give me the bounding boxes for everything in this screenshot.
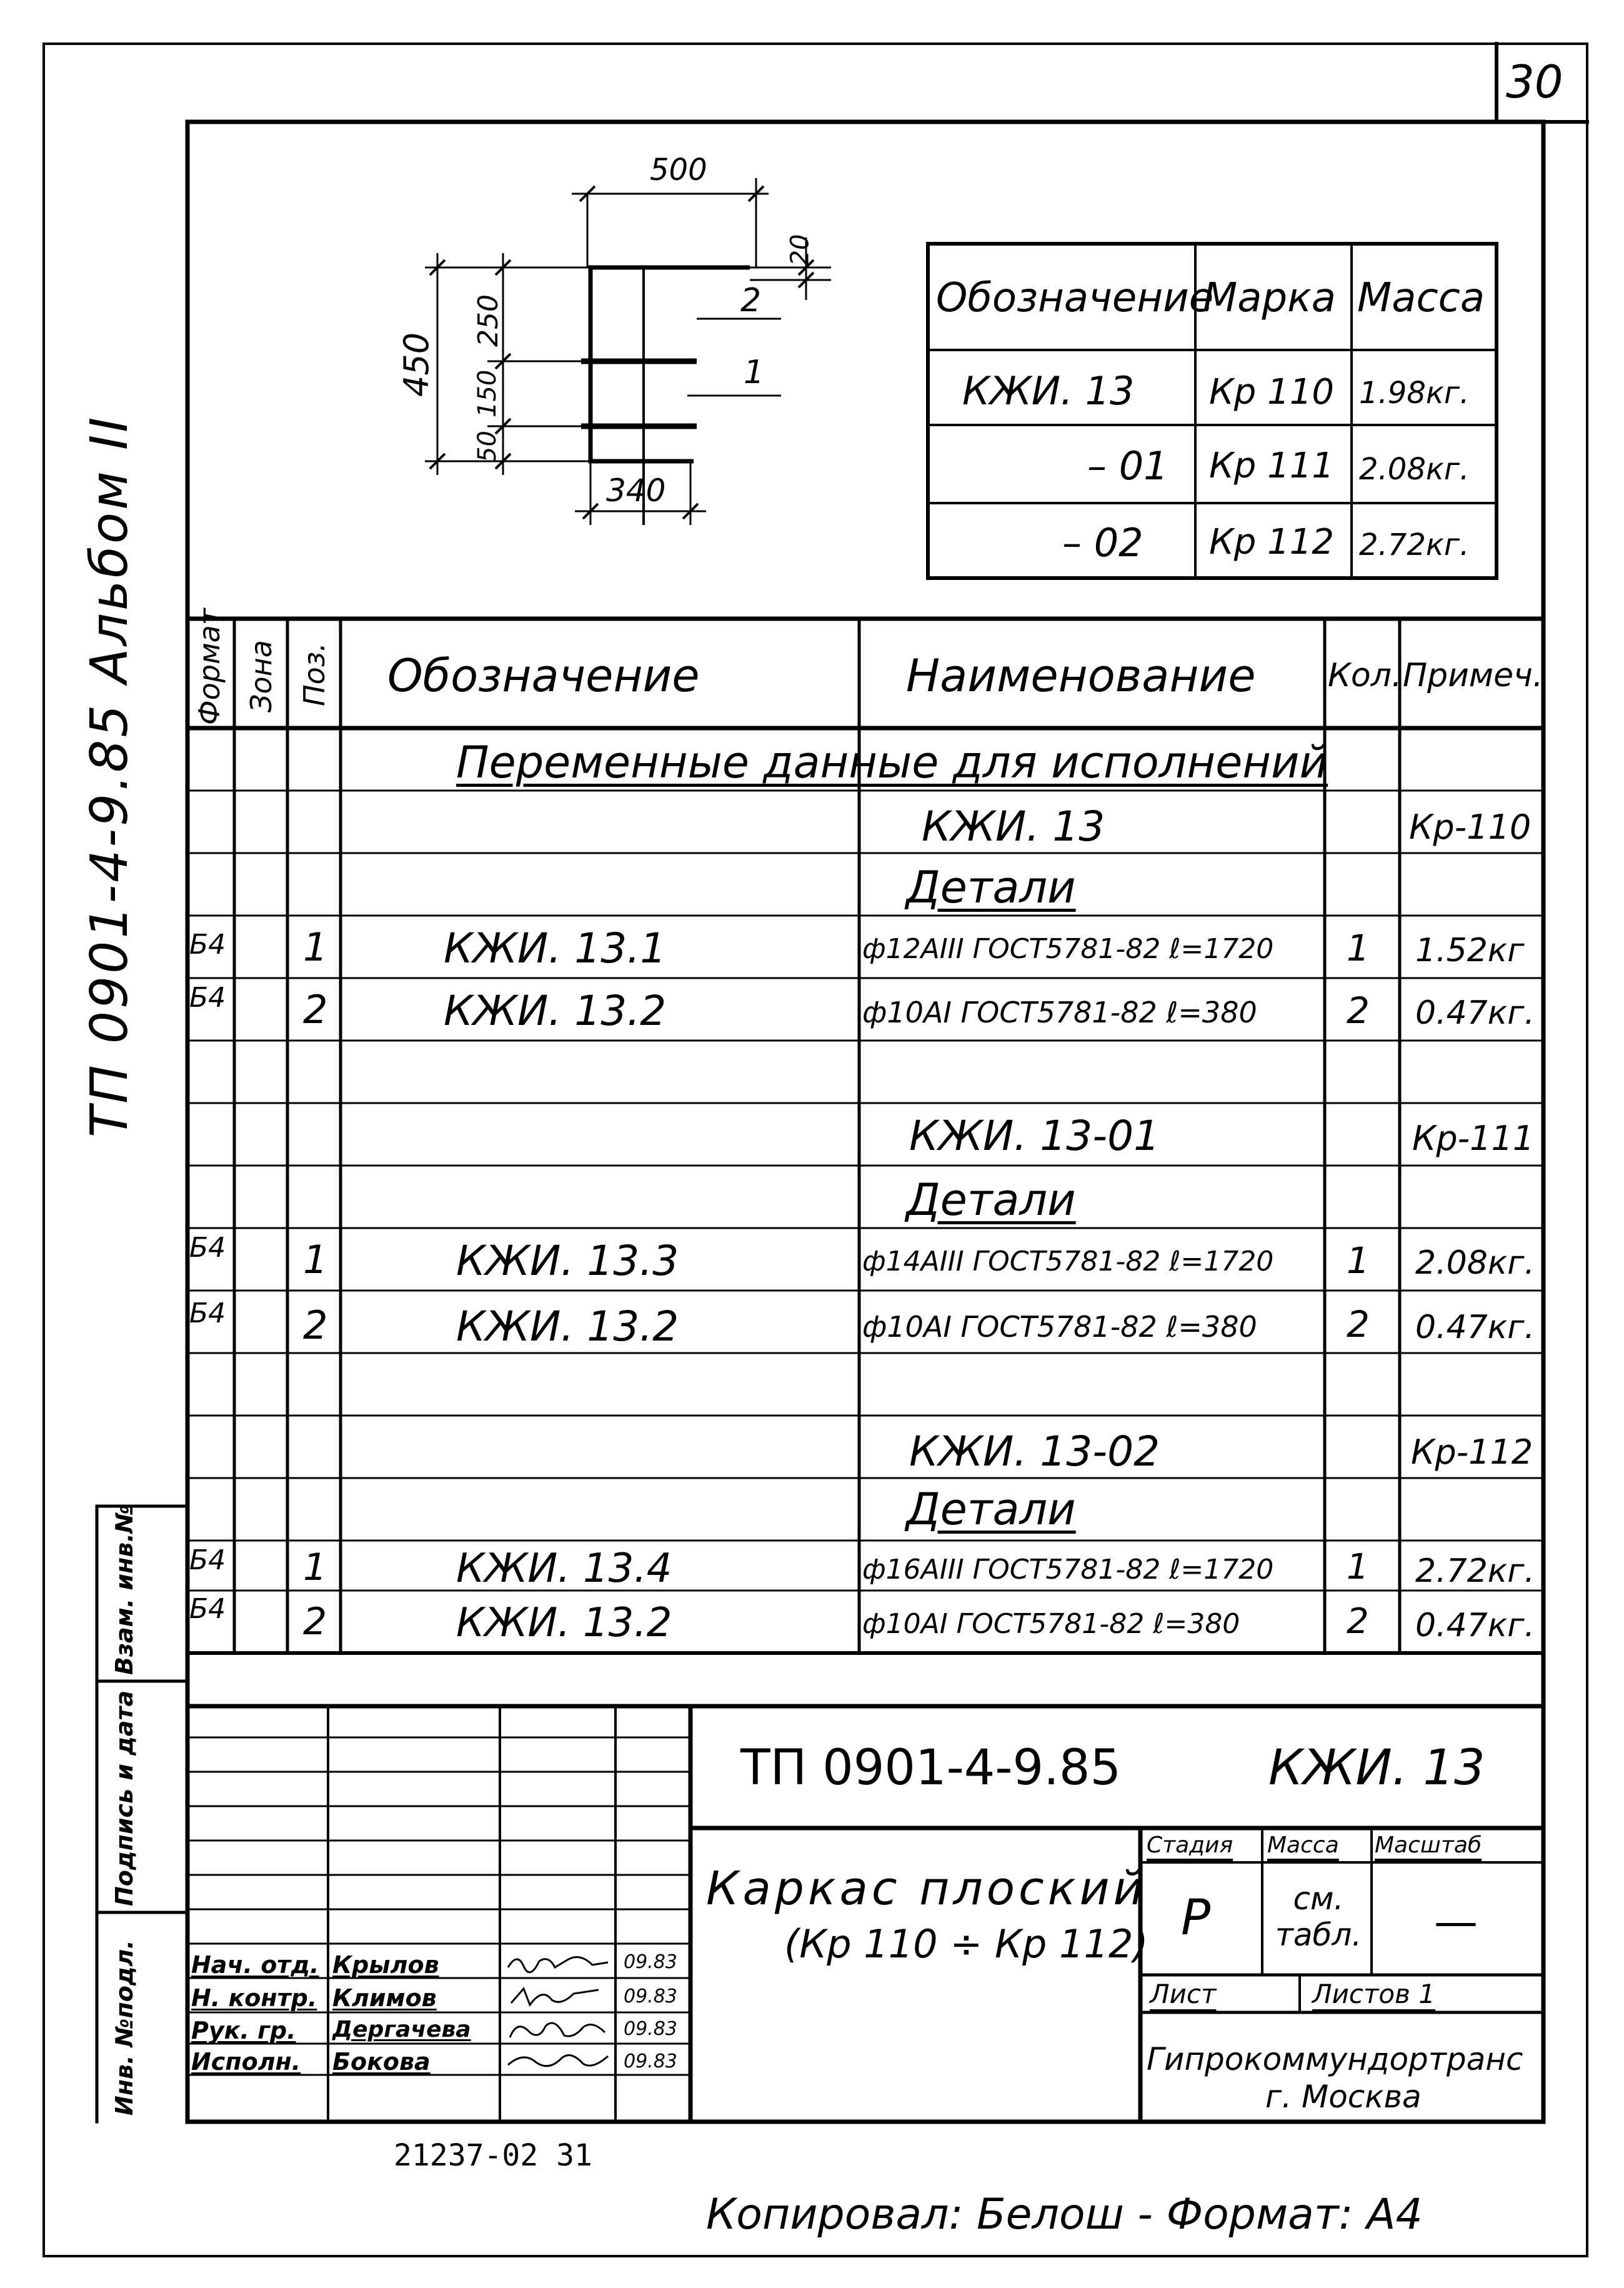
spec-row-12-designation: КЖИ. 13.4 [456, 1546, 672, 1592]
spec-row-2-qty: 1 [1347, 927, 1370, 969]
spec-row-8-pos: 2 [303, 1302, 328, 1348]
mark-table-r2-mark: Кр 111 [1209, 446, 1334, 486]
mark-table-header-mass: Масса [1357, 275, 1485, 321]
spec-row-12-pos: 1 [303, 1546, 327, 1589]
spec-row-8-format: Б4 [189, 1297, 226, 1329]
dim-20: 20 [785, 234, 815, 266]
spec-row-3-qty: 2 [1347, 989, 1370, 1032]
spec-row-2-designation: КЖИ. 13.1 [444, 924, 667, 972]
spec-row-13-pos: 2 [303, 1600, 327, 1644]
dim-150: 150 [473, 369, 502, 417]
doc-code: ТП 0901-4-9.85 [740, 1740, 1122, 1796]
spec-row-13-designation: КЖИ. 13.2 [456, 1600, 672, 1646]
side-stamp-sign-date: Подпись и дата [111, 1690, 138, 1906]
spec-row-12-format: Б4 [189, 1544, 226, 1576]
spec-row-2-note: 1.52кг [1415, 932, 1525, 969]
signature-krylov [505, 1949, 611, 1979]
spec-header-qty: Кол. [1328, 657, 1402, 694]
sheet-number: 30 [1506, 56, 1563, 108]
spec-row-0-note: Кр-110 [1409, 807, 1532, 847]
spec-row-12-qty: 1 [1347, 1547, 1369, 1587]
side-stamp-replace-inv: Взам. инв.№ [111, 1504, 138, 1675]
spec-header-designation: Обозначение [387, 649, 700, 702]
spec-row-3-designation: КЖИ. 13.2 [444, 987, 667, 1035]
spec-header-name: Наименование [906, 649, 1256, 702]
spec-row-11-name: Детали [906, 1484, 1076, 1535]
doc-title-line2: (Кр 110 ÷ Кр 112) [784, 1921, 1148, 1967]
spec-row-13-qty: 2 [1347, 1601, 1369, 1642]
spec-row-10-note: Кр-112 [1411, 1432, 1533, 1472]
spec-row-3-pos: 2 [303, 987, 328, 1032]
dim-500: 500 [650, 152, 707, 187]
spec-row-2-name: ф12АIII ГОСТ5781-82 ℓ=1720 [862, 933, 1274, 965]
org-line2: г. Москва [1265, 2079, 1422, 2115]
spec-row-3-name: ф10АI ГОСТ5781-82 ℓ=380 [862, 996, 1257, 1029]
signer-3-role: Исполн. [191, 2048, 301, 2076]
spec-row-2-pos: 1 [303, 924, 328, 970]
org-line1: Гипрокоммундортранс [1147, 2041, 1523, 2077]
spec-section-title: Переменные данные для исполнений [456, 737, 1328, 788]
signature-dergacheva [505, 2014, 611, 2044]
spec-row-12-note: 2.72кг. [1415, 1552, 1535, 1590]
spec-row-7-qty: 1 [1347, 1239, 1370, 1282]
pos-1-label: 1 [744, 354, 765, 391]
spec-header-pos: Поз. [297, 642, 331, 706]
spec-row-8-designation: КЖИ. 13.2 [456, 1302, 679, 1351]
mass-value: см. табл. [1275, 1881, 1362, 1953]
signer-3-name: Бокова [332, 2048, 431, 2076]
bottom-numbers: 21237-02 31 [394, 2138, 592, 2173]
spec-row-6-name: Детали [906, 1174, 1076, 1226]
spec-row-1-name: Детали [906, 862, 1076, 913]
signature-klimov [505, 1981, 611, 2011]
signer-0-name: Крылов [332, 1951, 439, 1979]
spec-row-13-note: 0.47кг. [1415, 1607, 1535, 1644]
sheet-label: Лист [1150, 1979, 1217, 2009]
mark-table-header-designation: Обозначение [936, 275, 1214, 321]
mark-table-r3-mass: 2.72кг. [1359, 527, 1470, 562]
signer-2-role: Рук. гр. [191, 2017, 296, 2044]
signer-1-role: Н. контр. [191, 1984, 317, 2012]
spec-header-format: Формат [192, 608, 226, 725]
spec-header-note: Примеч. [1403, 657, 1543, 694]
spec-row-3-format: Б4 [189, 982, 226, 1014]
scale-label: Масштаб [1375, 1832, 1482, 1858]
signer-1-name: Климов [332, 1984, 437, 2012]
stage-value: Р [1181, 1890, 1211, 1946]
stage-label: Стадия [1147, 1832, 1233, 1858]
spec-row-5-name: КЖИ. 13-01 [909, 1112, 1160, 1160]
spec-row-8-note: 0.47кг. [1415, 1309, 1535, 1346]
signer-3-date: 09.83 [624, 2051, 677, 2072]
spec-row-7-pos: 1 [303, 1237, 328, 1282]
signer-2-date: 09.83 [624, 2018, 677, 2040]
side-stamp-inv-no: Инв. №подл. [111, 1940, 138, 2116]
spec-header-zone: Зона [244, 640, 278, 712]
spec-row-3-note: 0.47кг. [1415, 994, 1535, 1032]
pos-2-label: 2 [740, 282, 762, 319]
dim-250: 250 [472, 294, 504, 347]
doc-title-line1: Каркас плоский [706, 1862, 1147, 1916]
sheets-label: Листов 1 [1312, 1979, 1435, 2009]
spec-row-2-format: Б4 [189, 929, 226, 961]
spec-row-7-format: Б4 [189, 1232, 226, 1264]
mark-table-r3-designation: – 02 [1062, 520, 1143, 566]
spec-row-12-name: ф16АIII ГОСТ5781-82 ℓ=1720 [862, 1554, 1274, 1586]
album-title: ТП 0901-4-9.85 Альбом II [80, 414, 139, 1137]
signer-0-date: 09.83 [624, 1951, 677, 1973]
spec-row-0-name: КЖИ. 13 [922, 802, 1105, 851]
spec-row-8-name: ф10АI ГОСТ5781-82 ℓ=380 [862, 1310, 1257, 1344]
signer-2-name: Дергачева [332, 2017, 471, 2042]
mark-table-r1-designation: КЖИ. 13 [962, 368, 1135, 414]
mark-table-r1-mark: Кр 110 [1209, 372, 1334, 412]
signature-bokova [505, 2045, 611, 2075]
mark-table-r2-mass: 2.08кг. [1359, 452, 1470, 487]
mark-table-header-mark: Марка [1203, 275, 1336, 321]
dim-340: 340 [606, 472, 666, 509]
copy-footer: Копировал: Белош - Формат: А4 [706, 2190, 1423, 2239]
spec-row-10-name: КЖИ. 13-02 [909, 1427, 1160, 1476]
doc-mark: КЖИ. 13 [1268, 1740, 1485, 1796]
signer-1-date: 09.83 [624, 1986, 677, 2007]
spec-row-7-name: ф14АIII ГОСТ5781-82 ℓ=1720 [862, 1246, 1274, 1277]
spec-row-8-qty: 2 [1347, 1303, 1370, 1346]
mark-table-r1-mass: 1.98кг. [1359, 376, 1470, 411]
signer-0-role: Нач. отд. [191, 1951, 319, 1979]
scale-value: — [1434, 1896, 1478, 1947]
dim-50: 50 [473, 431, 502, 462]
spec-row-5-note: Кр-111 [1412, 1119, 1535, 1158]
mark-table-r2-designation: – 01 [1087, 443, 1168, 489]
mass-label: Масса [1267, 1832, 1339, 1858]
spec-row-13-name: ф10АI ГОСТ5781-82 ℓ=380 [862, 1608, 1240, 1640]
spec-row-7-designation: КЖИ. 13.3 [456, 1237, 679, 1285]
spec-row-7-note: 2.08кг. [1415, 1244, 1535, 1282]
mark-table-r3-mark: Кр 112 [1209, 522, 1334, 562]
spec-row-13-format: Б4 [189, 1593, 226, 1625]
dim-450: 450 [397, 332, 436, 397]
